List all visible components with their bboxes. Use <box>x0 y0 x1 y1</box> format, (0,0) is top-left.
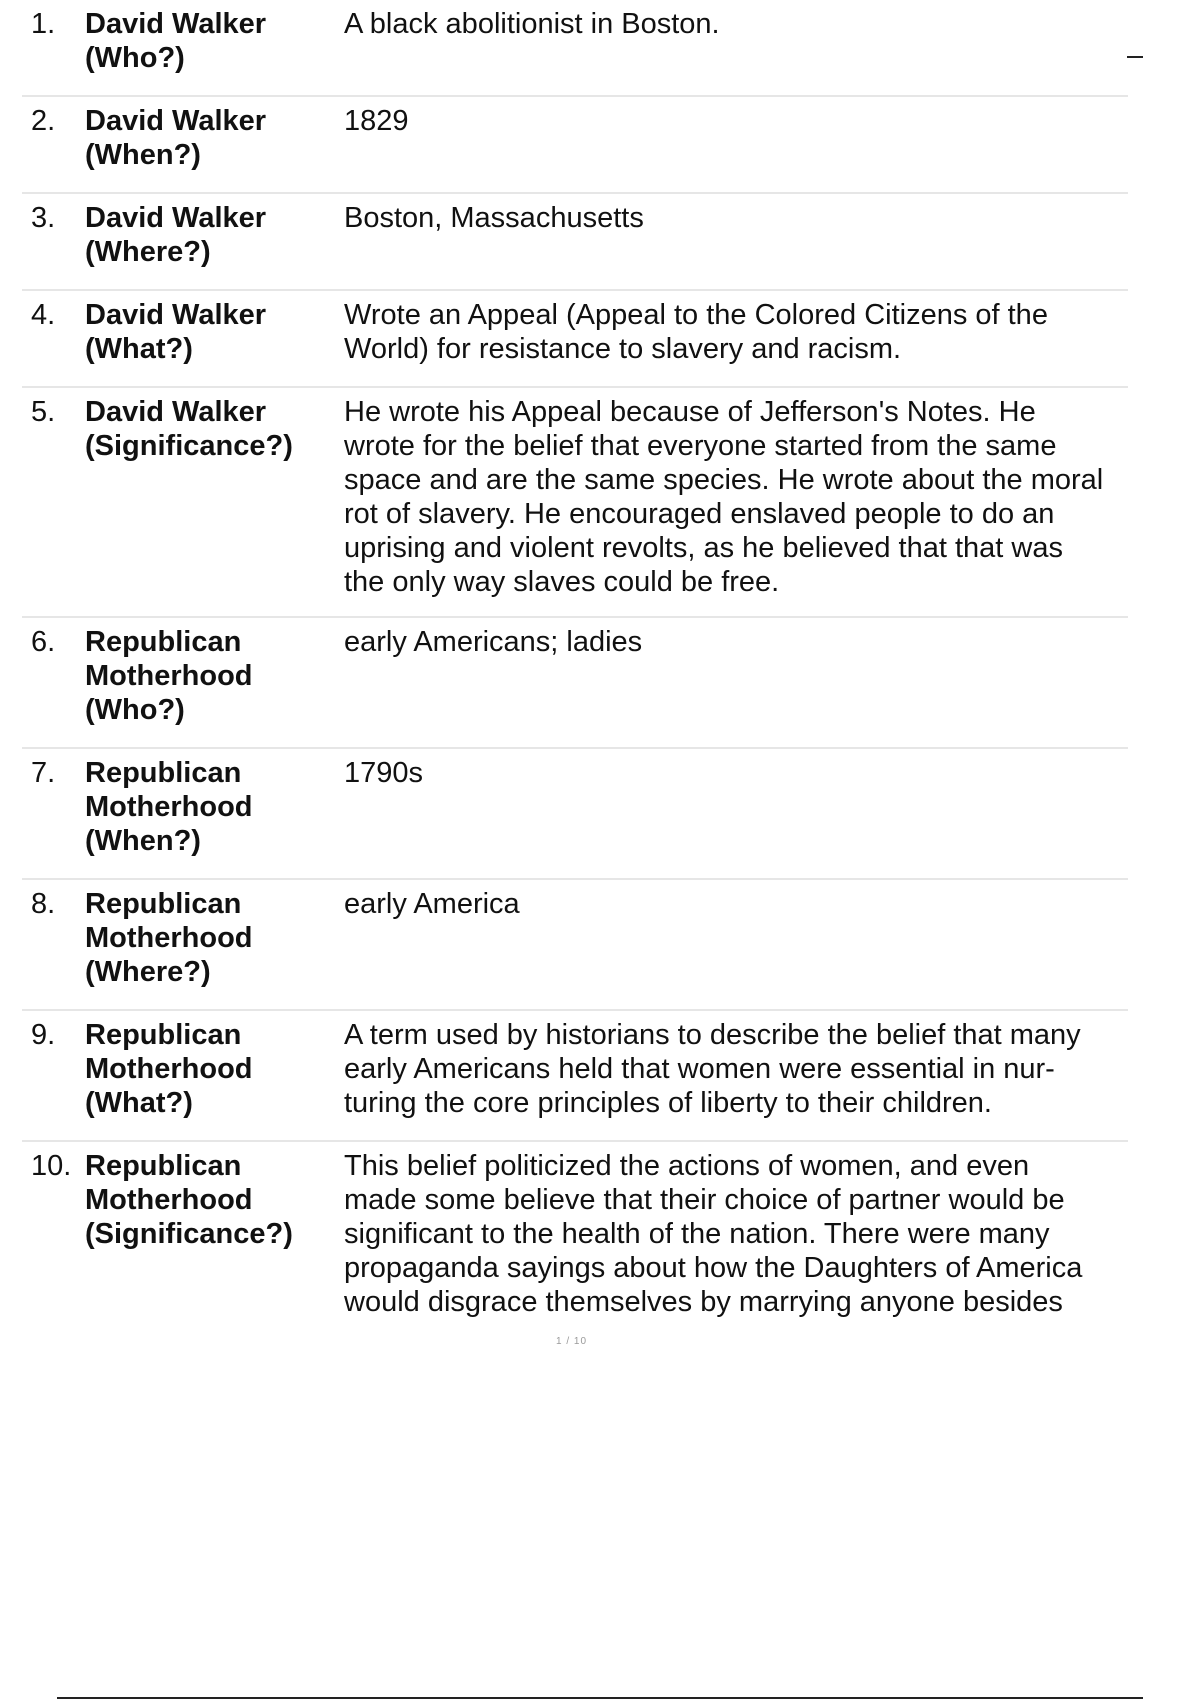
term: David Walker (Who?) <box>85 8 267 74</box>
row-number: 4. <box>31 299 56 331</box>
definition: A term used by historians to describe the belief that many early Americans held that women were essential in nur- turing the core principles of liberty to their children. <box>344 1019 1081 1119</box>
definition: He wrote his Appeal because of Jefferson's Notes. He wrote for the belief that everyone started from the same space and are the same species. He wrote about the moral rot of slavery. He encouraged enslaved people to do an uprising and violent revolts, as he believed that that was the only way slaves could be free. <box>344 396 1104 598</box>
definition: early America <box>344 888 520 920</box>
table-row <box>22 749 1128 880</box>
table-row <box>22 1011 1128 1142</box>
definition: Wrote an Appeal (Appeal to the Colored Citizens of the World) for resistance to slavery and racism. <box>344 299 1048 365</box>
row-number: 5. <box>31 396 56 428</box>
table-row <box>22 880 1128 1011</box>
definition: 1790s <box>344 757 424 789</box>
definition: early Americans; ladies <box>344 626 643 658</box>
margin-dash <box>1127 56 1143 58</box>
bottom-rule <box>57 1697 1143 1699</box>
definition: Boston, Massachusetts <box>344 202 644 234</box>
term: Republican Motherhood (Who?) <box>85 626 253 726</box>
definition: This belief politicized the actions of women, and even made some believe that their choice of partner would be significant to the health of the nation. There were many propaganda sayings about how the Daughters of America would disgrace themselves by marrying anyone besides <box>344 1150 1083 1318</box>
table-row <box>22 1142 1128 1332</box>
term: David Walker (What?) <box>85 299 267 365</box>
row-number: 6. <box>31 626 56 658</box>
row-number: 1. <box>31 8 56 40</box>
row-number: 10. <box>31 1150 72 1182</box>
definition: A black abolitionist in Boston. <box>344 8 720 40</box>
page-number: 1 / 10 <box>556 1336 588 1347</box>
row-number: 9. <box>31 1019 56 1051</box>
table-row <box>22 388 1128 618</box>
table-row <box>22 97 1128 194</box>
term: Republican Motherhood (What?) <box>85 1019 253 1119</box>
term: Republican Motherhood (Significance?) <box>85 1150 293 1250</box>
table-row <box>22 618 1128 749</box>
term: Republican Motherhood (When?) <box>85 757 253 857</box>
term: David Walker (When?) <box>85 105 267 171</box>
table-row <box>22 0 1128 97</box>
definition: 1829 <box>344 105 409 137</box>
row-number: 7. <box>31 757 56 789</box>
term: David Walker (Where?) <box>85 202 267 268</box>
flashcard-table <box>22 0 1128 1332</box>
table-row <box>22 194 1128 291</box>
row-number: 8. <box>31 888 56 920</box>
term: Republican Motherhood (Where?) <box>85 888 253 988</box>
row-number: 3. <box>31 202 56 234</box>
table-row <box>22 291 1128 388</box>
row-number: 2. <box>31 105 56 137</box>
term: David Walker (Significance?) <box>85 396 293 462</box>
